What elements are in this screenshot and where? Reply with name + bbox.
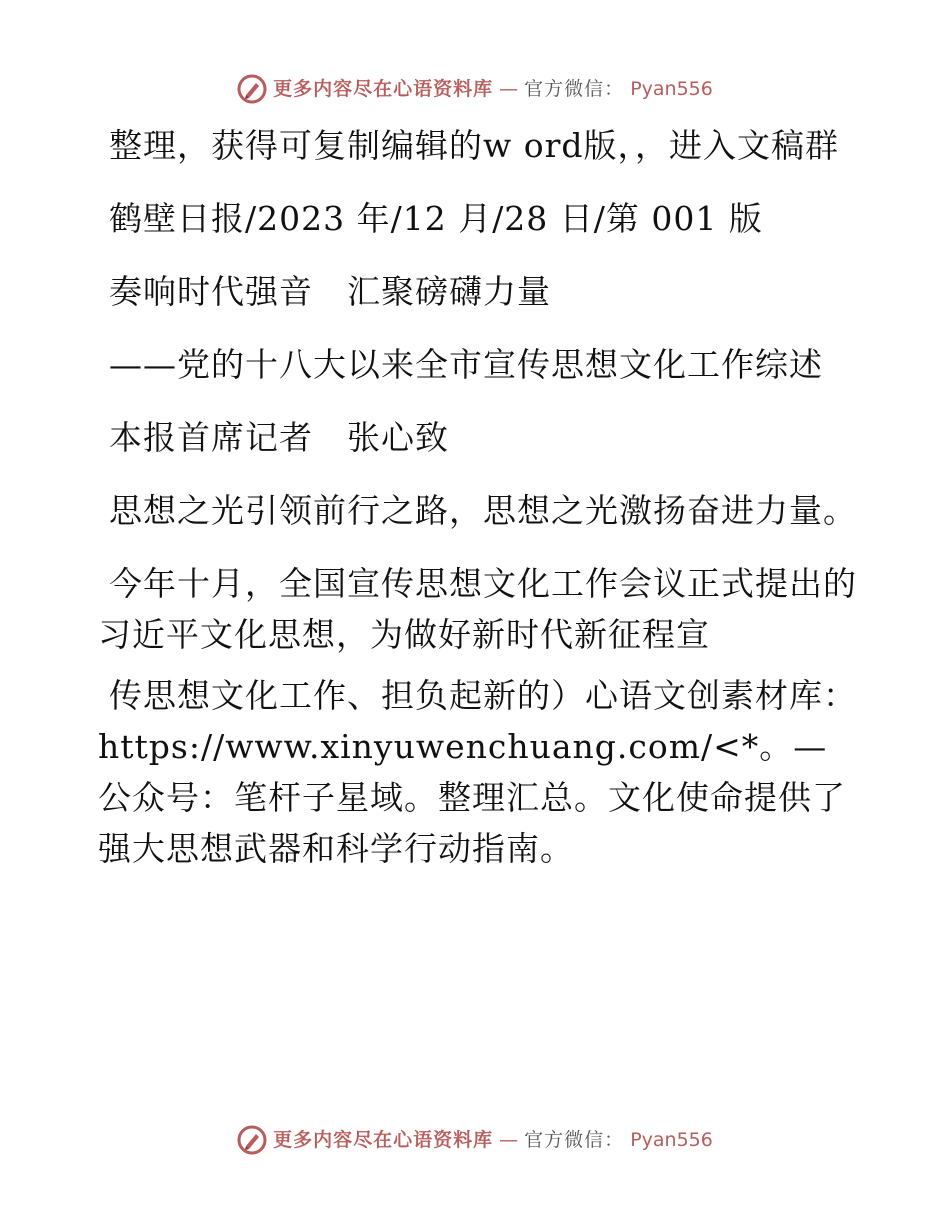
paragraph-intro-note: 整理，获得可复制编辑的w ord版，，进入文稿群 [109, 126, 840, 165]
watermark-separator: — [499, 1129, 519, 1151]
document-body [98, 120, 858, 896]
watermark-wechat-id: Pyan556 [630, 1129, 713, 1151]
paragraph-body-2: 传思想文化工作、担负起新的）心语文创素材库：https://www.xinyuwenchuang.com/<*。—公众号：笔杆子星域。整理汇总。文化使命提供了强大思想武器和科学行动指南。 [98, 676, 857, 868]
paragraph-lead: 思想之光引领前行之路，思想之光激扬奋进力量。 [109, 491, 857, 530]
watermark-wechat-id: Pyan556 [630, 78, 713, 100]
watermark-banner-top [0, 74, 950, 104]
watermark-brand: 更多内容尽在心语资料库 [273, 78, 494, 100]
watermark-brand: 更多内容尽在心语资料库 [273, 1129, 494, 1151]
article-subtitle: ——党的十八大以来全市宣传思想文化工作综述 [109, 345, 823, 384]
article-byline: 本报首席记者 张心致 [109, 418, 449, 457]
pen-logo-icon [237, 74, 267, 104]
paragraph-body-1: 今年十月，全国宣传思想文化工作会议正式提出的习近平文化思想，为做好新时代新征程宣 [98, 564, 857, 654]
article-title: 奏响时代强音 汇聚磅礴力量 [109, 272, 551, 311]
watermark-separator: — [499, 78, 519, 100]
paragraph-source-line: 鹤壁日报/2023 年/12 月/28 日/第 001 版 [109, 199, 763, 238]
watermark-wechat-label: 官方微信： [524, 1129, 625, 1151]
pen-logo-icon [237, 1125, 267, 1155]
watermark-banner-bottom [0, 1125, 950, 1155]
watermark-wechat-label: 官方微信： [524, 78, 625, 100]
